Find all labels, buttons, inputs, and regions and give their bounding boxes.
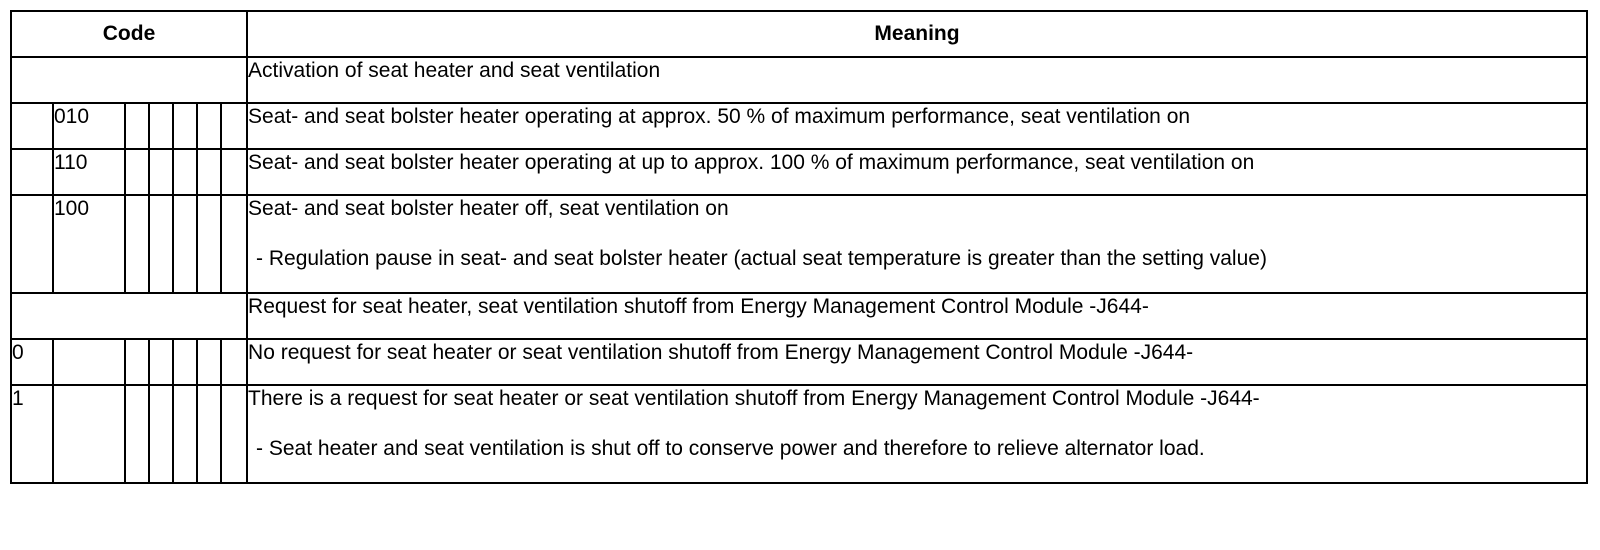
section-row [11, 57, 1587, 103]
bit-cell [197, 385, 221, 483]
bits-cell [53, 339, 125, 385]
table-row [11, 103, 1587, 149]
bit-cell [173, 195, 197, 293]
meaning-cell: No request for seat heater or seat ventilation shutoff from Energy Management Control Module -J644- [247, 339, 1587, 385]
bit-cell [149, 149, 173, 195]
bit-cell [125, 385, 149, 483]
bit-cell [173, 149, 197, 195]
bit-cell [221, 195, 247, 293]
section-meaning: Request for seat heater, seat ventilation shutoff from Energy Management Control Module -J644- [247, 293, 1587, 339]
meaning-column-header: Meaning [247, 11, 1587, 57]
bit-cell [221, 103, 247, 149]
bit1-cell: 0 [11, 339, 53, 385]
meaning-cell [247, 385, 1587, 483]
section-code-cell [11, 293, 247, 339]
bit-cell [221, 339, 247, 385]
meaning-text: Seat- and seat bolster heater off, seat ventilation on [248, 197, 729, 220]
meaning-text: There is a request for seat heater or seat ventilation shutoff from Energy Management Control Module -J644- [248, 387, 1260, 410]
bit-cell [197, 149, 221, 195]
bit-cell [149, 385, 173, 483]
bit1-cell [11, 195, 53, 293]
section-meaning: Activation of seat heater and seat ventilation [247, 57, 1587, 103]
bit-cell [197, 103, 221, 149]
bit-cell [197, 339, 221, 385]
table-row [11, 339, 1587, 385]
bit-cell [149, 103, 173, 149]
bit-cell [173, 385, 197, 483]
bit-cell [125, 149, 149, 195]
bit-cell [149, 195, 173, 293]
table-header-row [11, 11, 1587, 57]
table-row [11, 149, 1587, 195]
bit-cell [197, 195, 221, 293]
bits-cell [53, 385, 125, 483]
bit-cell [125, 339, 149, 385]
meaning-cell: Seat- and seat bolster heater operating at up to approx. 100 % of maximum performance, seat ventilation on [247, 149, 1587, 195]
bit1-cell [11, 149, 53, 195]
bit1-cell: 1 [11, 385, 53, 483]
bit-cell [221, 385, 247, 483]
table-row [11, 195, 1587, 293]
bits-cell: 100 [53, 195, 125, 293]
meaning-note: - Regulation pause in seat- and seat bolster heater (actual seat temperature is greater than the setting value) [256, 247, 1267, 270]
bit-cell [173, 103, 197, 149]
section-row [11, 293, 1587, 339]
bit-cell [125, 103, 149, 149]
meaning-cell: Seat- and seat bolster heater operating at approx. 50 % of maximum performance, seat ventilation on [247, 103, 1587, 149]
bits-cell: 110 [53, 149, 125, 195]
meaning-cell [247, 195, 1587, 293]
bit-cell [221, 149, 247, 195]
meaning-note: - Seat heater and seat ventilation is shut off to conserve power and therefore to relieve alternator load. [256, 437, 1205, 460]
table-row [11, 385, 1587, 483]
code-column-header: Code [11, 11, 247, 57]
bit-cell [125, 195, 149, 293]
section-code-cell [11, 57, 247, 103]
bits-cell: 010 [53, 103, 125, 149]
bit-cell [173, 339, 197, 385]
bit1-cell [11, 103, 53, 149]
bit-cell [149, 339, 173, 385]
code-meaning-table [10, 10, 1588, 484]
